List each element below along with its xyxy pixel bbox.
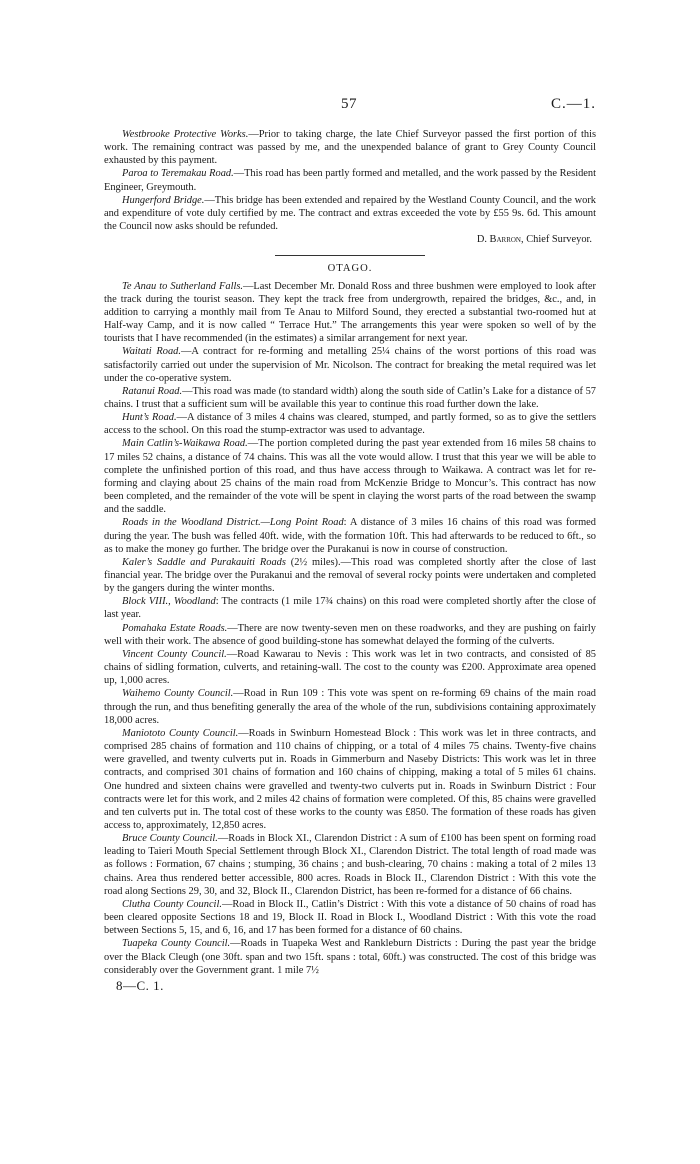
paragraph-text: —This road was made (to standard width) along the south side of Catlin’s Lake for a distance of 57 chains. I trust that a sufficient sum will be available this year to continue this road further down the lake.	[104, 385, 597, 410]
printer-signature-mark: 8—C. 1.	[116, 977, 164, 993]
paragraph-text: —Road in Run 109 : This vote was spent on re-forming 69 chains of the main road through the run, and thus benefiting generally the area of the whole of the run, subdivisions containing approximately 18,000 acres.	[104, 688, 597, 726]
paragraph-woodland-district	[104, 516, 596, 555]
paragraph-catlins-waikawa	[104, 437, 596, 516]
paragraph-waihemo-county	[104, 687, 596, 726]
paragraph-title: Paroa to Teremakau Road.	[122, 168, 234, 180]
signature-title: , Chief Surveyor.	[521, 234, 592, 246]
paragraph-pomahaka	[104, 622, 596, 648]
chief-surveyor-signature	[104, 233, 596, 246]
paragraph-te-anau	[104, 280, 596, 346]
paragraph-title: Te Anau to Sutherland Falls.	[122, 280, 243, 292]
paragraph-text: —Roads in Block XI., Clarendon District : A sum of £100 has been spent on forming road leading to Taieri Mouth Special Settlement through Block XI., Clarendon District. The total length of road made was as follows : Formation, 67 chains ; stumping, 36 chains ; and bush-clearing, 70 chains : making a total of 2 miles 13 chains. Area thus rendered better accessible, 800 acres. Roads in Block II., Clarendon District : With this vote the road along Sections 29, 30, and 32, Block II., Clarendon District, has been re-formed for a distance of 66 chains.	[104, 833, 596, 897]
paragraph-text: —This road has been partly formed and metalled, and the work passed by the Resident Engineer, Greymouth.	[104, 168, 596, 193]
paragraph-title: Waihemo County Council.	[122, 688, 234, 700]
paragraph-title: Kaler’s Saddle and Purakauiti Roads	[122, 556, 286, 568]
paragraph-title: Ratanui Road.	[122, 385, 183, 397]
paragraph-waitati	[104, 345, 596, 384]
document-body	[104, 128, 596, 992]
paragraph-block-viii	[104, 595, 596, 621]
paragraph-hunts-road	[104, 411, 596, 437]
paragraph-vincent-county	[104, 648, 596, 687]
paragraph-title: Maniototo County Council.	[122, 727, 239, 739]
paragraph-text: —Prior to taking charge, the late Chief Surveyor passed the first portion of this work. The remaining contract was passed by me, and the unexpended balance of grant to Grey County Council exhausted by this payment.	[104, 129, 596, 167]
paragraph-title: Pomahaka Estate Roads.	[122, 622, 228, 634]
paragraph-text: (2½ miles).—This road was completed shortly after the close of last financial year. The bridge over the Purakanui and the removal of several rocky points were undertaken and completed by the gangers during the winter months.	[104, 556, 596, 595]
paragraph-ratanui	[104, 385, 596, 411]
paragraph-title: Roads in the Woodland District.—Long Point Road	[122, 517, 344, 529]
paragraph-text: —Road Kawarau to Nevis : This work was let in two contracts, and consisted of 85 chains of sidling formation, culverts, and retaining-wall. The cost to the county was £200. Approximate area opened up, 1,000 acres.	[104, 648, 596, 687]
paragraph-tuapeka-county	[104, 937, 596, 976]
paragraph-title: Tuapeka County Council.	[122, 938, 231, 950]
section-heading: OTAGO.	[327, 263, 373, 275]
paragraph-title: Waitati Road.	[122, 346, 181, 358]
paragraph-text: : The contracts (1 mile 17¾ chains) on this road were completed shortly after the close of last year.	[104, 596, 597, 621]
paragraph-text: —This bridge has been extended and repaired by the Westland County Council, and the work and expenditure of vote duly certified by me. The contract and extras exceeded the vote by £55 9s. 6d. This amount the Council now asks should be refunded.	[104, 194, 597, 233]
westland-section	[104, 128, 596, 246]
paragraph-title: Hungerford Bridge.	[122, 194, 205, 206]
paragraph-bruce-county	[104, 832, 596, 898]
paragraph-text: —The portion completed during the past year extended from 16 miles 58 chains to 17 miles 52 chains, a distance of 74 chains. This was all the vote would allow. I trust that this year we will be able to complete the unfinished portion of this road, and thus have access through to Waikawa. A contract was let for re-forming and claying about 25 chains of the main road from McKenzie Bridge to Moncur’s. This contract has now been completed, and the remainder of the vote will be spent in claying the worst parts of the road between the swamp and the saddle.	[104, 438, 597, 516]
paragraph-title: Main Catlin’s-Waikawa Road.	[122, 438, 248, 450]
paragraph-text: —A contract for re-forming and metalling 25¼ chains of the worst portions of this road was satisfactorily carried out under the supervision of Mr. Nicolson. The contract for breaking the metal required was let under the co-operative system.	[104, 346, 596, 384]
paragraph-hungerford	[104, 194, 596, 233]
page-number: 57	[341, 96, 357, 112]
paragraph-text: —Last December Mr. Donald Ross and three bushmen were employed to look after the track during the tourist season. They kept the track free from undergrowth, repaired the bridges, &c., and, in addition to carrying a monthly mail from Te Anau to Milford Sound, they erected a substantial two-roomed hut at Half-way Camp, and it is now called “ Terrace Hut.” The arrangements this year were spoken so well of by the tourists that I have recommended (in the estimates) a similar arrangement for next year.	[104, 280, 596, 345]
document-reference: C.—1.	[550, 96, 596, 112]
signature-name: D. Barron	[476, 234, 521, 246]
paragraph-text: —A distance of 3 miles 4 chains was cleared, stumped, and partly formed, so as to give the settlers access to the school. On this road the stump-extractor was used to advantage.	[104, 412, 596, 437]
paragraph-title: Clutha County Council.	[122, 898, 222, 910]
paragraph-paroa	[104, 167, 596, 193]
paragraph-title: Hunt’s Road.	[122, 412, 177, 424]
paragraph-text: —Road in Block II., Catlin’s District : With this vote a distance of 50 chains of road has been cleared opposite Sections 18 and 19, Block II. Road in Block I., Woodland District : With this vote the road between Sections 5, 15, and 6, 16, and 17 has been formed for a distance of 60 chains.	[104, 898, 596, 937]
paragraph-text: —There are now twenty-seven men on these roadworks, and they are pushing on fairly well with their work. The absence of good building-stone has somewhat delayed the forming of the culverts.	[104, 622, 596, 647]
paragraph-title: Bruce County Council.	[122, 833, 218, 845]
paragraph-text: —Roads in Tuapeka West and Rankleburn Districts : During the past year the bridge over the Black Cleugh (one 30ft. span and two 15ft. spans : total, 60ft.) was constructed. The cost of this bridge was considerably over the Government grant. 1 mile 7½	[104, 938, 596, 976]
paragraph-text: —Roads in Swinburn Homestead Block : This work was let in three contracts, and comprised 285 chains of formation and 110 chains of chipping, or a total of 4 miles 75 chains. Twenty-five chains were gravelled, and twenty culverts put in. Roads in Gimmerburn and Naseby Districts: This work was let in three contracts, and comprised 301 chains of formation and 160 chains of chipping, making a total of 5 miles 61 chains. One hundred and sixteen chains were gravelled and twenty-two culverts put in. Roads in Swinburn District : Four contracts were let for this work, and 2 miles 42 chains of formation were completed. Of this, 85 chains were gravelled and ten culverts put in. The total cost of these works to the county was £850. The formation of these roads has given access to, approximately, 12,850 acres.	[104, 727, 596, 831]
otago-section	[104, 262, 596, 976]
paragraph-title: Block VIII., Woodland	[122, 596, 216, 608]
paragraph-text: : A distance of 3 miles 16 chains of this road was formed during the year. The bush was felled 40ft. wide, with the formation 10ft. This had afterwards to be reduced to 6ft., so as to make the money go further. The bridge over the Purakanui is now in course of construction.	[104, 517, 596, 555]
paragraph-title: Vincent County Council.	[122, 648, 227, 660]
paragraph-maniototo-county	[104, 727, 596, 832]
section-divider	[275, 255, 425, 256]
paragraph-clutha-county	[104, 898, 596, 937]
paragraph-westbrooke	[104, 128, 596, 167]
paragraph-title: Westbrooke Protective Works.	[122, 129, 249, 140]
paragraph-kalers-saddle	[104, 556, 596, 595]
